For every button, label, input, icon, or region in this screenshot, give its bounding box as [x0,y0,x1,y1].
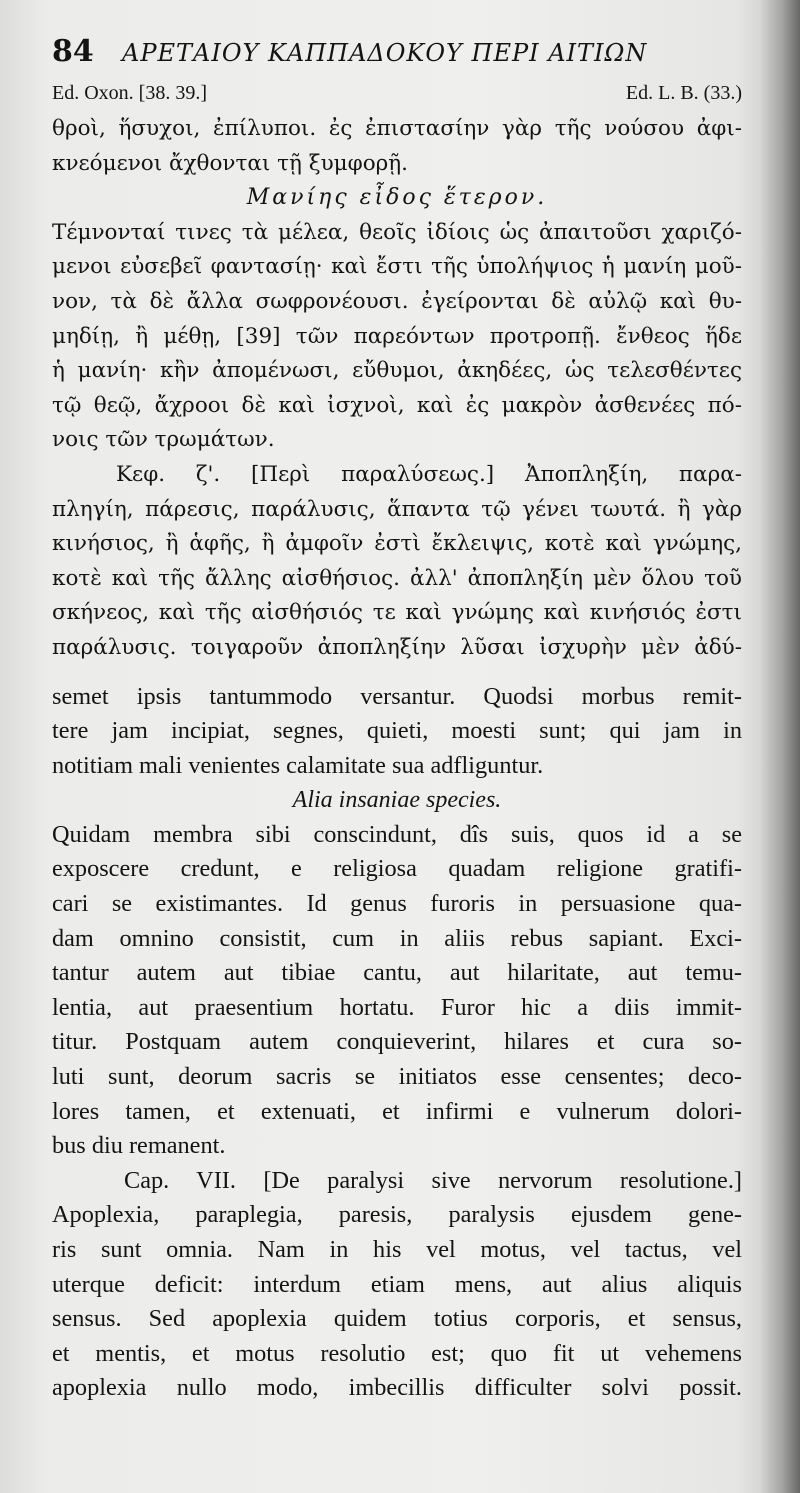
page-number: 84 [52,34,94,69]
latin-line: titur. Postquam autem conquieverint, hilares et cura so- [52,1028,742,1056]
latin-line: bus diu remanent. [52,1132,226,1160]
greek-section-heading: Μανίης εἶδος ἕτερον. [246,185,548,211]
greek-line: Τέμνονταί τινες τὰ μέλεα, θεοῖς ἰδίοις ὡς ἀπαιτοῦσι χαριζό- [52,219,742,245]
latin-chapter-line: Cap. VII. [De paralysi sive nervorum resolutione.] [124,1166,742,1194]
latin-line: cari se existimantes. Id genus furoris in persuasione qua- [52,890,742,918]
greek-line: πληγίη, πάρεσις, παράλυσις, ἅπαντα τῷ γένει τωυτά. ἢ γὰρ [52,496,742,522]
greek-line: θροὶ, ἥσυχοι, ἐπίλυποι. ἐς ἐπιστασίην γὰρ τῆς νούσου ἀφι- [52,116,742,141]
greek-paragraph-2-end [52,423,742,458]
latin-line: apoplexia nullo modo, imbecillis difficulter solvi possit. [52,1374,742,1402]
latin-line: tere jam incipiat, segnes, quieti, moesti sunt; qui jam in [52,717,742,745]
latin-line: Quidam membra sibi conscindunt, dîs suis, quos id a se [52,820,742,848]
greek-line: παράλυσις. τοιγαροῦν ἀποπληξίην λῦσαι ἰσχυρὴν μὲν ἀδύ- [52,634,742,660]
latin-line: luti sunt, deorum sacris se initiatos esse censentes; deco- [52,1063,742,1091]
greek-line: κινήσιος, ἢ ἁφῆς, ἢ ἀμφοῖν ἐστὶ ἔκλειψις, κοτὲ καὶ γνώμης, [52,531,742,557]
latin-line: sensus. Sed apoplexia quidem totius corporis, et sensus, [52,1305,742,1333]
latin-section-heading: Alia insaniae species. [292,787,502,814]
latin-paragraph-1 [52,680,742,749]
latin-paragraph-3 [52,1164,742,1199]
greek-line: κοτὲ καὶ τῆς ἄλλης αἰσθήσιος. ἀλλ' ἀποπληξίη μὲν ὅλου τοῦ [52,565,742,591]
latin-line: notitiam mali venientes calamitate sua adfliguntur. [52,751,544,779]
greek-line: νοις τῶν τρωμάτων. [52,427,275,453]
greek-paragraph-3-body [52,493,742,666]
greek-line: κνεόμενοι ἄχθονται τῇ ξυμφορῇ. [52,150,409,176]
running-title: ΑΡΕΤΑΙΟΥ ΚΑΠΠΑΔΟΚΟΥ ΠΕΡΙ ΑΙΤΙΩΝ [122,39,648,67]
text-block [52,34,742,1406]
edition-leiden: Ed. L. B. (33.) [625,82,742,104]
latin-paragraph-1-end [52,749,742,784]
latin-paragraph-2-end [52,1129,742,1164]
latin-line: dam omnino consistit, cum in aliis rebus sapiant. Exci- [52,924,742,952]
greek-chapter-line: Κεφ. ζ'. [Περὶ παραλύσεως.] Ἀποπληξίη, παρα- [116,461,742,487]
greek-line: τῷ θεῷ, ἄχροοι δὲ καὶ ἰσχνοὶ, καὶ ἐς μακρὸν ἀσθενέες πό- [52,392,742,418]
greek-line: νον, τὰ δὲ ἄλλα σωφρονέουσι. ἐγείρονται δὲ αὐλῷ καὶ θυ- [52,288,742,314]
latin-line: uterque deficit: interdum etiam mens, aut alius aliquis [52,1270,742,1298]
greek-paragraph-1 [52,112,742,147]
latin-line: lentia, aut praesentium hortatu. Furor hic a diis immit- [52,993,742,1021]
greek-paragraph-1-end [52,147,742,182]
latin-line: et mentis, et motus resolutio est; quo fit ut vehemens [52,1339,742,1367]
running-head [52,34,742,82]
latin-line: semet ipsis tantummodo versantur. Quodsi morbus remit- [52,682,742,710]
latin-line: tantur autem aut tibiae cantu, aut hilaritate, aut temu- [52,959,742,987]
latin-paragraph-2 [52,818,742,1129]
greek-line: μηδίῃ, ἢ μέθῃ, [39] τῶν παρεόντων προτροπῇ. ἔνθεος ἥδε [52,323,742,349]
latin-translation [52,680,742,1406]
page-spine-shadow [760,0,800,1493]
latin-line: exposcere credunt, e religiosa quadam religione gratifi- [52,855,742,883]
greek-paragraph-2 [52,216,742,424]
greek-paragraph-3 [52,458,742,493]
greek-line: μενοι εὐσεβεῖ φαντασίῃ· καὶ ἔστι τῆς ὑπολήψιος ἡ μανίη μοῦ- [52,254,742,280]
latin-line: Apoplexia, paraplegia, paresis, paralysis ejusdem gene- [52,1201,742,1229]
latin-line: lores tamen, et extenuati, et infirmi e vulnerum dolori- [52,1097,742,1125]
latin-paragraph-3-body [52,1198,742,1406]
edition-line [52,82,742,110]
greek-line: ἡ μανίη· κἢν ἀπομένωσι, εὔθυμοι, ἀκηδέες, ὡς τελεσθέντες [52,358,742,384]
edition-oxford: Ed. Oxon. [38. 39.] [52,82,207,104]
greek-line: σκήνεος, καὶ τῆς αἰσθήσιός τε καὶ γνώμης καὶ κινήσιός ἐστι [52,600,742,626]
latin-line: ris sunt omnia. Nam in his vel motus, vel tactus, vel [52,1236,742,1263]
